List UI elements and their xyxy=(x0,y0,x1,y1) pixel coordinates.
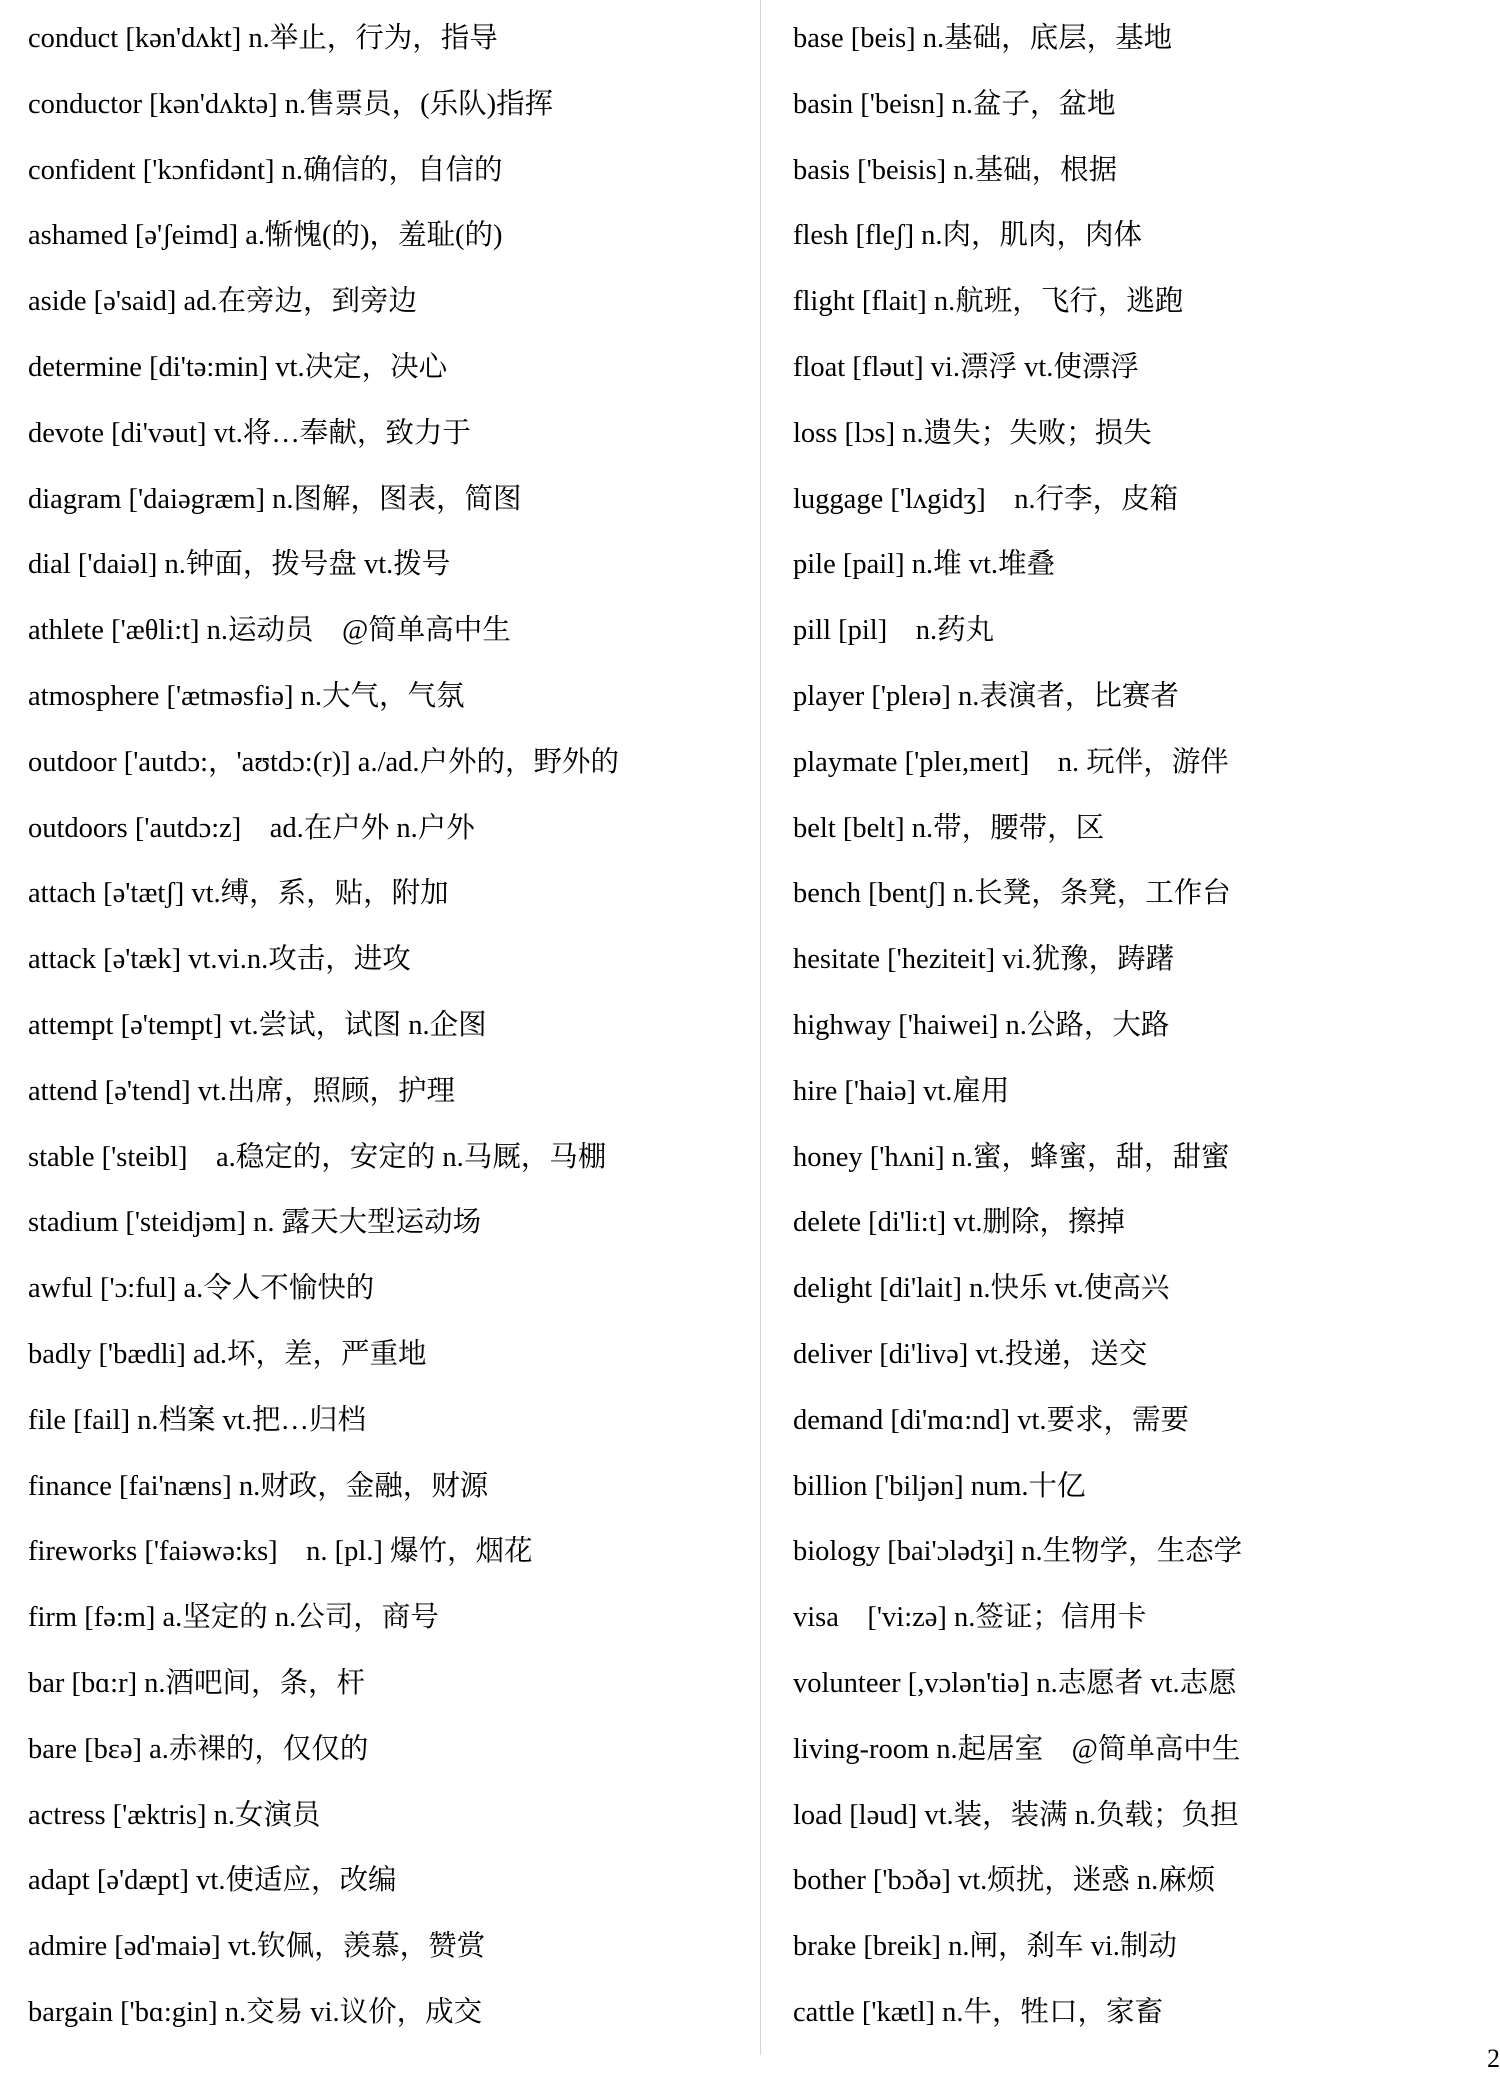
vocab-entry: delight [di'lait] n.快乐 vt.使高兴 xyxy=(793,1273,1170,1305)
vocab-entry: ashamed [ə'ʃeimd] a.惭愧(的)，羞耻(的) xyxy=(28,220,503,252)
vocab-entry: actress ['æktris] n.女演员 xyxy=(28,1799,321,1831)
page-number: 2 xyxy=(1487,2044,1500,2073)
vocab-entry: demand [di'mɑ:nd] vt.要求，需要 xyxy=(793,1404,1190,1436)
vocab-entry: confident ['kɔnfidənt] n.确信的，自信的 xyxy=(28,154,503,186)
vocab-entry: belt [belt] n.带，腰带，区 xyxy=(793,812,1105,844)
vocab-entry: hesitate ['heziteit] vi.犹豫，踌躇 xyxy=(793,944,1175,976)
vocab-entry: player ['pleɪə] n.表演者，比赛者 xyxy=(793,680,1179,712)
vocab-entry: volunteer [,vɔlən'tiə] n.志愿者 vt.志愿 xyxy=(793,1667,1237,1699)
vocab-entry: diagram ['daiəgræm] n.图解，图表，简图 xyxy=(28,483,522,515)
vocab-entry: attend [ə'tend] vt.出席，照顾，护理 xyxy=(28,1075,456,1107)
vocab-entry: cattle ['kætl] n.牛，牲口，家畜 xyxy=(793,1996,1164,2028)
vocab-entry: awful ['ɔ:ful] a.令人不愉快的 xyxy=(28,1273,375,1305)
vocab-entry: flesh [fleʃ] n.肉，肌肉，肉体 xyxy=(793,220,1143,252)
vocab-entry: basin ['beisn] n.盆子，盆地 xyxy=(793,88,1116,120)
vocab-entry: base [beis] n.基础，底层，基地 xyxy=(793,23,1173,54)
vocab-entry: loss [lɔs] n.遗失；失败；损失 xyxy=(793,417,1152,449)
vocab-entry: visa ['vi:zə] n.签证；信用卡 xyxy=(793,1602,1147,1634)
vocab-entry: admire [əd'maiə] vt.钦佩，羡慕，赞赏 xyxy=(28,1931,486,1963)
vocab-entry: file [fail] n.档案 vt.把…归档 xyxy=(28,1404,366,1436)
vocab-entry: billion ['biljən] num.十亿 xyxy=(793,1470,1086,1502)
right-column xyxy=(793,14,1500,2054)
column-divider xyxy=(760,0,761,2055)
vocab-entry: athlete ['æθli:t] n.运动员 @简单高中生 xyxy=(28,615,511,647)
vocab-entry: playmate ['pleɪ,meɪt] n. 玩伴，游伴 xyxy=(793,746,1229,778)
vocab-entry: determine [di'tə:min] vt.决定，决心 xyxy=(28,351,448,383)
vocab-entry: deliver [di'livə] vt.投递，送交 xyxy=(793,1338,1148,1370)
vocab-entry: conduct [kən'dʌkt] n.举止，行为，指导 xyxy=(28,23,498,54)
vocab-entry: firm [fə:m] a.坚定的 n.公司，商号 xyxy=(28,1602,439,1634)
vocab-entry: biology [bai'ɔlədʒi] n.生物学，生态学 xyxy=(793,1536,1243,1568)
vocab-entry: stadium ['steidjəm] n. 露天大型运动场 xyxy=(28,1207,482,1239)
vocab-entry: attempt [ə'tempt] vt.尝试，试图 n.企图 xyxy=(28,1009,487,1041)
vocab-entry: pile [pail] n.堆 vt.堆叠 xyxy=(793,549,1055,581)
vocab-entry: outdoor ['autdɔ:，'aʊtdɔ:(r)] a./ad.户外的，野外的 xyxy=(28,746,620,778)
vocab-entry: float [fləut] vi.漂浮 vt.使漂浮 xyxy=(793,351,1139,383)
vocab-entry: bar [bɑ:r] n.酒吧间，条，杆 xyxy=(28,1667,366,1699)
vocab-entry: devote [di'vəut] vt.将…奉献，致力于 xyxy=(28,417,471,449)
vocab-entry: flight [flait] n.航班，飞行，逃跑 xyxy=(793,286,1184,318)
vocab-entry: delete [di'li:t] vt.删除，擦掉 xyxy=(793,1207,1126,1239)
vocab-entry: stable ['steibl] a.稳定的，安定的 n.马厩，马棚 xyxy=(28,1141,607,1173)
left-column xyxy=(28,14,748,2054)
vocab-entry: adapt [ə'dæpt] vt.使适应，改编 xyxy=(28,1865,397,1897)
vocab-entry: atmosphere ['ætməsfiə] n.大气，气氛 xyxy=(28,680,465,712)
vocab-entry: fireworks ['faiəwə:ks] n. [pl.] 爆竹，烟花 xyxy=(28,1536,533,1568)
vocab-entry: load [ləud] vt.装，装满 n.负载；负担 xyxy=(793,1799,1239,1831)
vocab-entry: bother ['bɔðə] vt.烦扰，迷惑 n.麻烦 xyxy=(793,1865,1216,1897)
vocab-entry: bare [bɛə] a.赤裸的，仅仅的 xyxy=(28,1733,369,1765)
vocab-entry: brake [breik] n.闸，刹车 vi.制动 xyxy=(793,1931,1177,1963)
vocab-entry: bargain ['bɑ:gin] n.交易 vi.议价，成交 xyxy=(28,1996,483,2028)
vocab-entry: attack [ə'tæk] vt.vi.n.攻击，进攻 xyxy=(28,944,411,976)
vocab-entry: badly ['bædli] ad.坏，差，严重地 xyxy=(28,1338,427,1370)
vocab-entry: attach [ə'tætʃ] vt.缚，系，贴，附加 xyxy=(28,878,449,910)
vocab-entry: hire ['haiə] vt.雇用 xyxy=(793,1075,1010,1107)
vocab-entry: bench [bentʃ] n.长凳，条凳，工作台 xyxy=(793,878,1231,910)
vocab-entry: dial ['daiəl] n.钟面，拨号盘 vt.拨号 xyxy=(28,549,451,581)
vocab-entry: aside [ə'said] ad.在旁边，到旁边 xyxy=(28,286,418,318)
vocab-entry: highway ['haiwei] n.公路，大路 xyxy=(793,1009,1170,1041)
vocab-entry: outdoors ['autdɔ:z] ad.在户外 n.户外 xyxy=(28,812,475,844)
vocab-entry: basis ['beisis] n.基础，根据 xyxy=(793,154,1118,186)
vocab-entry: living-room n.起居室 @简单高中生 xyxy=(793,1733,1241,1765)
vocab-entry: pill [pil] n.药丸 xyxy=(793,615,995,647)
vocab-entry: luggage ['lʌgidʒ] n.行李，皮箱 xyxy=(793,483,1179,515)
vocab-entry: honey ['hʌni] n.蜜，蜂蜜，甜，甜蜜 xyxy=(793,1141,1230,1173)
vocab-entry: conductor [kən'dʌktə] n.售票员，(乐队)指挥 xyxy=(28,88,554,120)
vocab-entry: finance [fai'næns] n.财政，金融，财源 xyxy=(28,1470,489,1502)
